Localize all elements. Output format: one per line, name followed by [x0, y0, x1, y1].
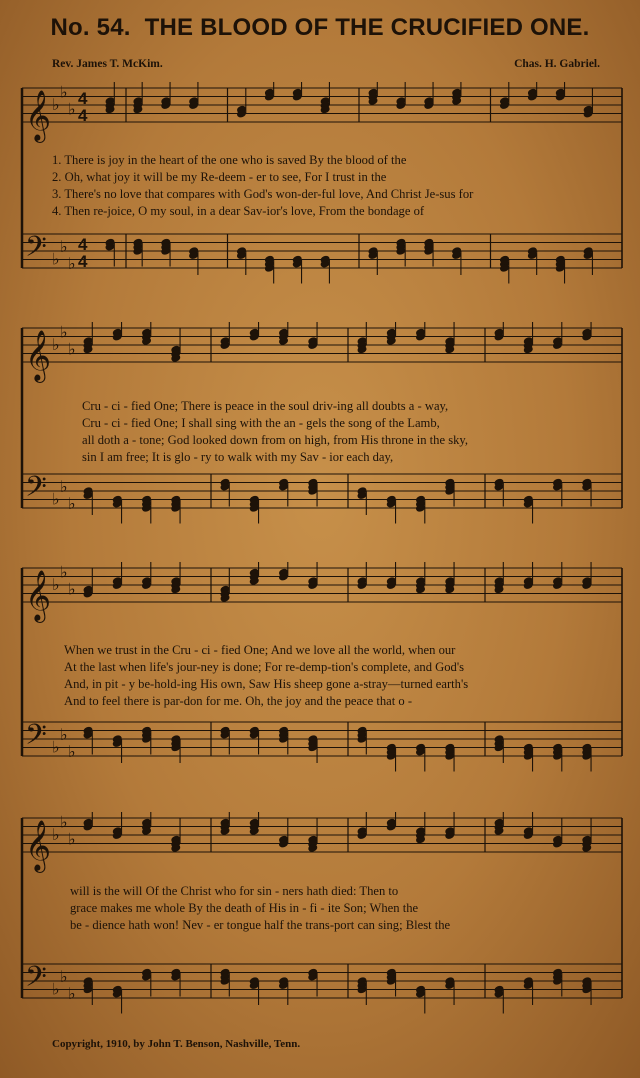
- time-signature-bottom: 4: [78, 252, 88, 271]
- verse-line: sin I am free; It is glo - ry to walk with my Sav - ior each day,: [82, 450, 394, 464]
- verse-line: all doth a - tone; God looked down from on high, from His throne in the sky,: [82, 433, 469, 447]
- flat-sign: ♭: [52, 95, 60, 114]
- hymn-number: No. 54.: [50, 14, 131, 41]
- flat-sign: ♭: [52, 575, 60, 594]
- flat-sign: ♭: [68, 579, 76, 599]
- verse-line: be - dience hath won! Nev - er tongue half the trans-port can sing; Blest the: [70, 918, 451, 932]
- bass-clef: 𝄢: [25, 470, 47, 511]
- verse-line: And, in pit - y be-hold-ing His own, Saw His sheep gone a-stray—turned earth's: [64, 677, 469, 691]
- flat-sign: ♭: [68, 99, 76, 119]
- system-1-lyrics: [52, 152, 614, 220]
- flat-sign: ♭: [52, 249, 60, 269]
- flat-sign: ♭: [68, 339, 76, 359]
- flat-sign: ♭: [68, 741, 76, 761]
- verse-line: grace makes me whole By the death of His in - fi - ite Son; When the: [70, 901, 419, 915]
- verse-line: 1. There is joy in the heart of the one who is saved By the blood of the: [52, 153, 407, 167]
- flat-sign: ♭: [60, 476, 68, 496]
- system-4-lyrics: [70, 883, 632, 934]
- flat-sign: ♭: [60, 322, 68, 342]
- time-signature-top: 4: [78, 235, 88, 254]
- verse-line: When we trust in the Cru - ci - fied One; And we love all the world, when our: [64, 643, 456, 657]
- time-signature-top: 4: [78, 89, 88, 108]
- bass-clef: 𝄢: [25, 230, 47, 271]
- flat-sign: ♭: [60, 812, 68, 832]
- system-2-lyrics: [82, 398, 640, 466]
- bass-clef: 𝄢: [25, 960, 47, 1001]
- verse-line: will is the will Of the Christ who for sin - ners hath died: Then to: [70, 884, 399, 898]
- hymn-heading: [0, 14, 640, 42]
- flat-sign: ♭: [60, 236, 68, 256]
- verse-line: Cru - ci - fied One; I shall sing with the an - gels the song of the Lamb,: [82, 416, 440, 430]
- flat-sign: ♭: [68, 983, 76, 1003]
- system-3-lyrics: [64, 642, 626, 710]
- bass-clef: 𝄢: [25, 718, 47, 759]
- treble-clef: 𝄞: [25, 570, 52, 621]
- treble-clef: 𝄞: [25, 820, 52, 871]
- verse-line: 4. Then re-joice, O my soul, in a dear Sav-ior's love, From the bondage of: [52, 204, 425, 218]
- composer-credit: Chas. H. Gabriel.: [514, 58, 600, 70]
- copyright-notice: Copyright, 1910, by John T. Benson, Nashville, Tenn.: [52, 1038, 301, 1050]
- verse-line: 2. Oh, what joy it will be my Re-deem - er to see, For I trust in the: [52, 170, 387, 184]
- flat-sign: ♭: [68, 253, 76, 273]
- flat-sign: ♭: [60, 966, 68, 986]
- flat-sign: ♭: [52, 979, 60, 999]
- flat-sign: ♭: [52, 489, 60, 509]
- verse-line: And to feel there is par-don for me. Oh, the joy and the peace that o -: [64, 694, 413, 708]
- time-signature-bottom: 4: [78, 106, 88, 125]
- verse-line: 3. There's no love that compares with God's won-der-ful love, And Christ Je-sus for: [52, 187, 474, 201]
- flat-sign: ♭: [52, 825, 60, 844]
- verse-line: Cru - ci - fied One; There is peace in the soul driv-ing all doubts a - way,: [82, 399, 449, 413]
- lyricist-credit: Rev. James T. McKim.: [52, 58, 163, 70]
- treble-clef: 𝄞: [25, 90, 52, 141]
- flat-sign: ♭: [60, 724, 68, 744]
- hymn-title: THE BLOOD OF THE CRUCIFIED ONE.: [144, 14, 590, 41]
- flat-sign: ♭: [52, 335, 60, 354]
- flat-sign: ♭: [68, 493, 76, 513]
- flat-sign: ♭: [52, 737, 60, 757]
- flat-sign: ♭: [60, 82, 68, 102]
- verse-line: At the last when life's jour-ney is done; For re-demp-tion's complete, and God's: [64, 660, 465, 674]
- flat-sign: ♭: [68, 829, 76, 849]
- treble-clef: 𝄞: [25, 330, 52, 381]
- flat-sign: ♭: [60, 562, 68, 582]
